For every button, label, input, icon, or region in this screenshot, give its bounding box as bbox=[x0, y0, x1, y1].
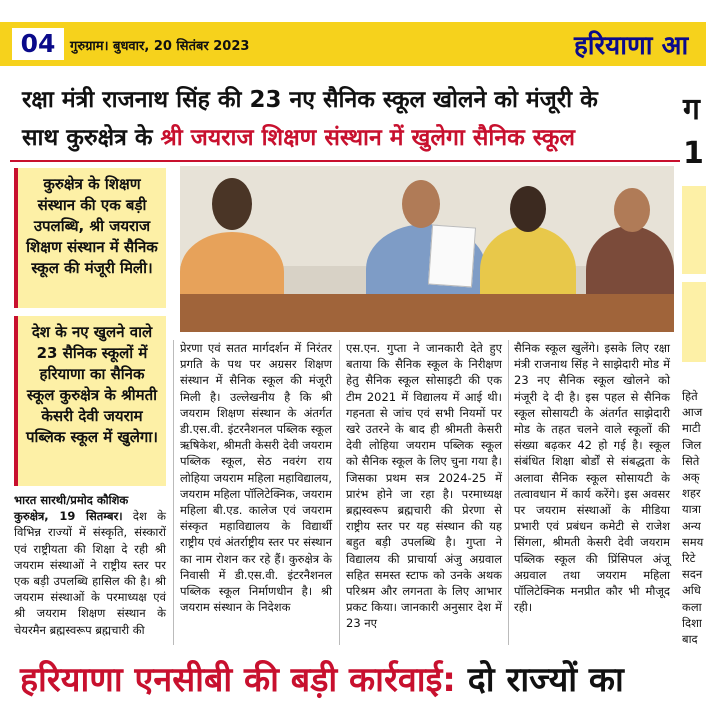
news-photo bbox=[180, 166, 674, 332]
side-highlight-box bbox=[682, 186, 706, 274]
column-1 bbox=[14, 492, 166, 638]
section-title: हरियाणा आ bbox=[574, 31, 689, 61]
column-1-text: देश के विभिन्न राज्यों में संस्कृति, संस्कारों एवं राष्ट्रीयता की शिक्षा दे रही श्री जयराम संस्थाओं ने राष्ट्रीय स्तर पर एक बड़ी उपलब्धि हासिल की है। श्री जयराम संस्थाओं के परमाध्यक्ष एवं श्री जयराम शिक्षण संस्थान के चेयरमैन ब्रह्मस्वरूप ब्रह्मचारी की bbox=[14, 509, 166, 637]
column-3: एस.एन. गुप्ता ने जानकारी देते हुए बताया कि सैनिक स्कूल के निरीक्षण हेतु सैनिक स्कूल सोसाइटी की एक टीम 2021 में विद्यालय में आई थी। गहनता से जांच एवं सभी नियमों पर खरे उतरने के बाद ही श्रीमती केसरी देवी लोहिया जयराम पब्लिक स्कूल को सैनिक स्कूल के लिए चुना गया है। जिसका प्रथम सत्र 2024-25 में प्रारंभ होने जा रहा है। परमाध्यक्ष ब्रह्मस्वरूप ब्रह्मचारी की प्रेरणा से राष्ट्रीय स्तर पर यह संस्थान की यह बहुत बड़ी उपलब्धि है। गुप्ता ने विद्यालय की प्राचार्या अंजु अग्रवाल सहित समस्त स्टाफ को उनके अथक परिश्रम और लगनता के लिए आभार प्रकट किया। जानकारी अनुसार देश में 23 नए bbox=[346, 341, 502, 631]
headline-line-2-black: साथ कुरुक्षेत्र के bbox=[22, 125, 161, 151]
person-1-head bbox=[212, 178, 252, 230]
dateline: गुरुग्राम। बुधवार, 20 सितंबर 2023 bbox=[70, 39, 250, 54]
headline-line-1: रक्षा मंत्री राजनाथ सिंह की 23 नए सैनिक स्कूल खोलने को मंजूरी के bbox=[22, 87, 598, 113]
headline-rule bbox=[10, 160, 680, 162]
bottom-headline-red: हरियाणा एनसीबी की बड़ी कार्रवाई: bbox=[20, 660, 456, 700]
headline-line-2 bbox=[22, 120, 575, 152]
column-divider bbox=[339, 340, 340, 645]
column-divider bbox=[508, 340, 509, 645]
placeline: कुरुक्षेत्र, 19 सितम्बर। bbox=[14, 509, 123, 524]
person-4-head bbox=[614, 188, 650, 232]
person-2-head bbox=[402, 180, 440, 228]
column-2: प्रेरणा एवं सतत मार्गदर्शन में निरंतर प्रगति के पथ पर अग्रसर शिक्षण संस्थान में सैनिक स्कूल की मंजूरी मिली है। उल्लेखनीय है कि श्री जयराम शिक्षण संस्थान के अंतर्गत डी.एस.वी. इंटरनैशनल पब्लिक स्कूल ऋषिकेश, श्रीमती केसरी देवी जयराम पब्लिक स्कूल, सेठ नवरंग राय लोहिया जयराम महिला महाविद्यालय, जयराम महिला पॉलिटेक्निक, जयराम महिला बी.एड. कालेज एवं जयराम संस्कृत महाविद्यालय के विद्यार्थी राष्ट्रीय एवं अंतर्राष्ट्रीय स्तर पर संस्थान का नाम रोशन कर रहे हैं। कुरुक्षेत्र के निवासी में डी.एस.वी. इंटरनैशनल पब्लिक स्कूल निर्माणधीन है। श्री जयराम संस्थान के निदेशक bbox=[180, 341, 332, 615]
bottom-headline bbox=[20, 655, 624, 701]
side-highlight-box-2 bbox=[682, 282, 706, 362]
column-4: सैनिक स्कूल खुलेंगे। इसके लिए रक्षा मंत्री राजनाथ सिंह ने साझेदारी मोड में 23 नए सैनिक स्कूल खोलने को मंजूरी दे दी है। इस पहल से सैनिक स्कूल सोसायटी के अंतर्गत साझेदारी मोड के तहत चलने वाले स्कूलों की संख्या बढ़कर 42 हो गई है। स्कूल संबंधित शिक्षा बोर्डों से संबद्धता के अलावा सैनिक स्कूल सोसायटी के तत्वावधान में कार्य करेंगे। इस अवसर पर जयराम संस्थाओं के मीडिया प्रभारी एवं प्रबंधन कमेटी से राजेश सिंगला, श्रीमती केसरी देवी जयराम पब्लिक स्कूल की प्रिंसिपल अंजू अग्रवाल तथा जयराम महिला पॉलिटेक्निक मनप्रीत कौर भी मौजूद रही। bbox=[514, 341, 670, 615]
photo-table bbox=[180, 294, 674, 332]
headline-line-2-red: श्री जयराज शिक्षण संस्थान में खुलेगा सैनिक स्कूल bbox=[160, 125, 576, 151]
side-headline-fragment: ग 1 bbox=[683, 92, 704, 171]
column-5-fragment: हिते आज माटी जिल सिते अक् शहर यात्रा अन्य समय रिटे सदन अधि कला दिशा बाद bbox=[682, 389, 704, 647]
byline: भारत सारथी/प्रमोद कौशिक bbox=[14, 493, 129, 507]
highlight-box-1: कुरुक्षेत्र के शिक्षण संस्थान की एक बड़ी उपलब्धि, श्री जयराज शिक्षण संस्थान में सैनिक स्कूल की मंजूरी मिली। bbox=[14, 168, 166, 308]
column-divider bbox=[173, 340, 174, 645]
page-number: 04 bbox=[12, 28, 64, 60]
bottom-headline-black: दो राज्यों का bbox=[455, 660, 624, 700]
highlight-box-2: देश के नए खुलने वाले 23 सैनिक स्कूलों में हरियाणा का सैनिक स्कूल कुरुक्षेत्र के श्रीमती केसरी देवी जयराम पब्लिक स्कूल में खुलेगा। bbox=[14, 316, 166, 486]
person-3-head bbox=[510, 186, 546, 232]
held-document bbox=[428, 225, 476, 288]
